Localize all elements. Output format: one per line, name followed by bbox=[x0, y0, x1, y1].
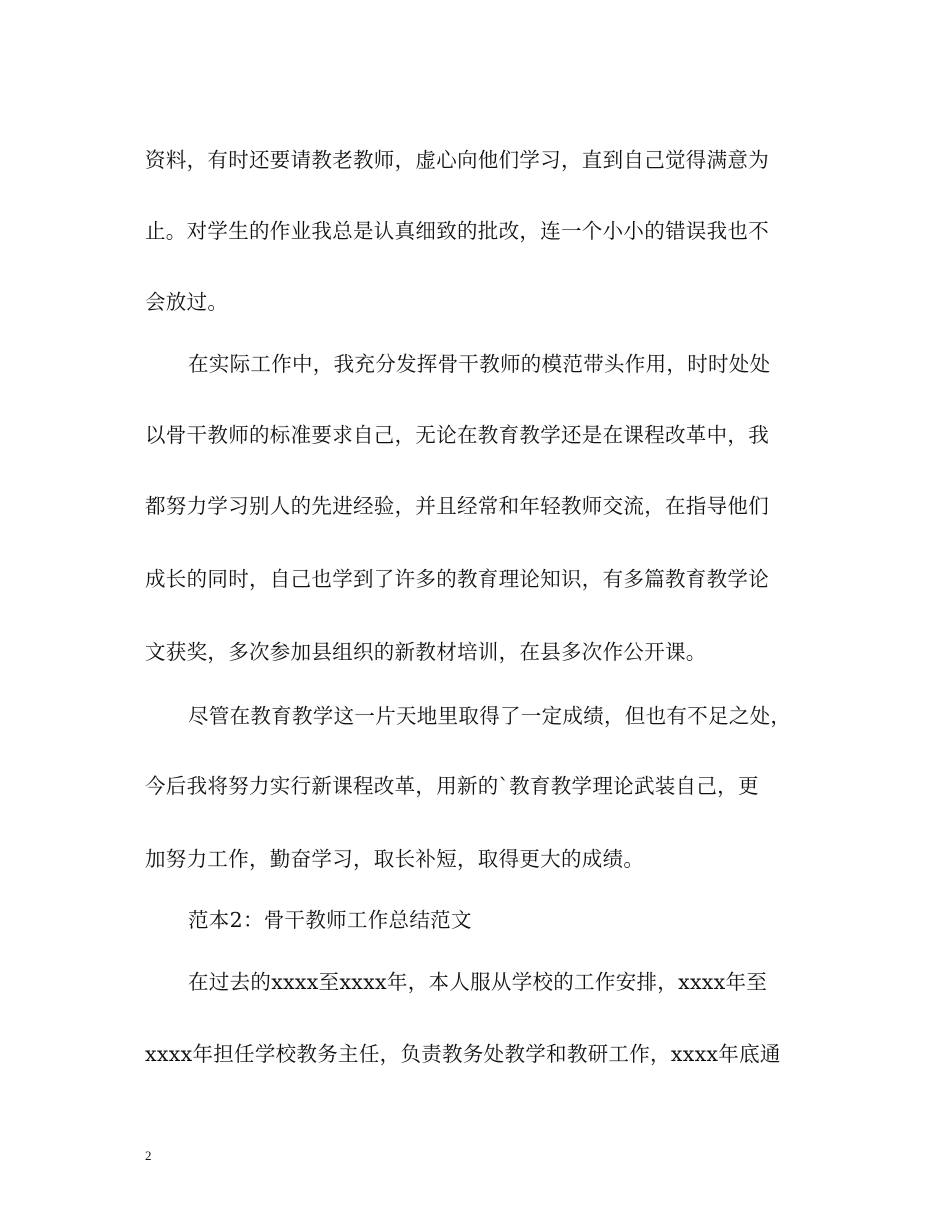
text-line: 都努力学习别人的先进经验，并且经常和年轻教师交流，在指导他们 bbox=[145, 494, 769, 518]
text-line: 文获奖，多次参加县组织的新教材培训，在县多次作公开课。 bbox=[145, 640, 707, 664]
page-number: 2 bbox=[145, 1148, 152, 1163]
text-line: 止。对学生的作业我总是认真细致的批改，连一个小小的错误我也不 bbox=[145, 219, 769, 243]
text-line: 在实际工作中，我充分发挥骨干教师的模范带头作用，时时处处 bbox=[188, 352, 771, 376]
text-line: 资料，有时还要请教老教师，虚心向他们学习，直到自己觉得满意为 bbox=[145, 148, 769, 172]
text-line: 今后我将努力实行新课程改革，用新的`教育教学理论武装自己，更 bbox=[145, 774, 759, 798]
text-line: 加努力工作，勤奋学习，取长补短，取得更大的成绩。 bbox=[145, 847, 645, 871]
section-heading: 范本2：骨干教师工作总结范文 bbox=[188, 908, 472, 932]
text-line: 在过去的xxxx至xxxx年，本人服从学校的工作安排，xxxx年至 bbox=[188, 970, 768, 994]
text-line: xxxx年担任学校教务主任，负责教务处教学和教研工作，xxxx年底通 bbox=[145, 1042, 781, 1066]
text-line: 尽管在教育教学这一片天地里取得了一定成绩，但也有不足之处， bbox=[188, 704, 792, 728]
text-line: 成长的同时，自己也学到了许多的教育理论知识，有多篇教育教学论 bbox=[145, 567, 769, 591]
text-line: 以骨干教师的标准要求自己，无论在教育教学还是在课程改革中，我 bbox=[145, 423, 769, 447]
text-line: 会放过。 bbox=[145, 290, 229, 314]
